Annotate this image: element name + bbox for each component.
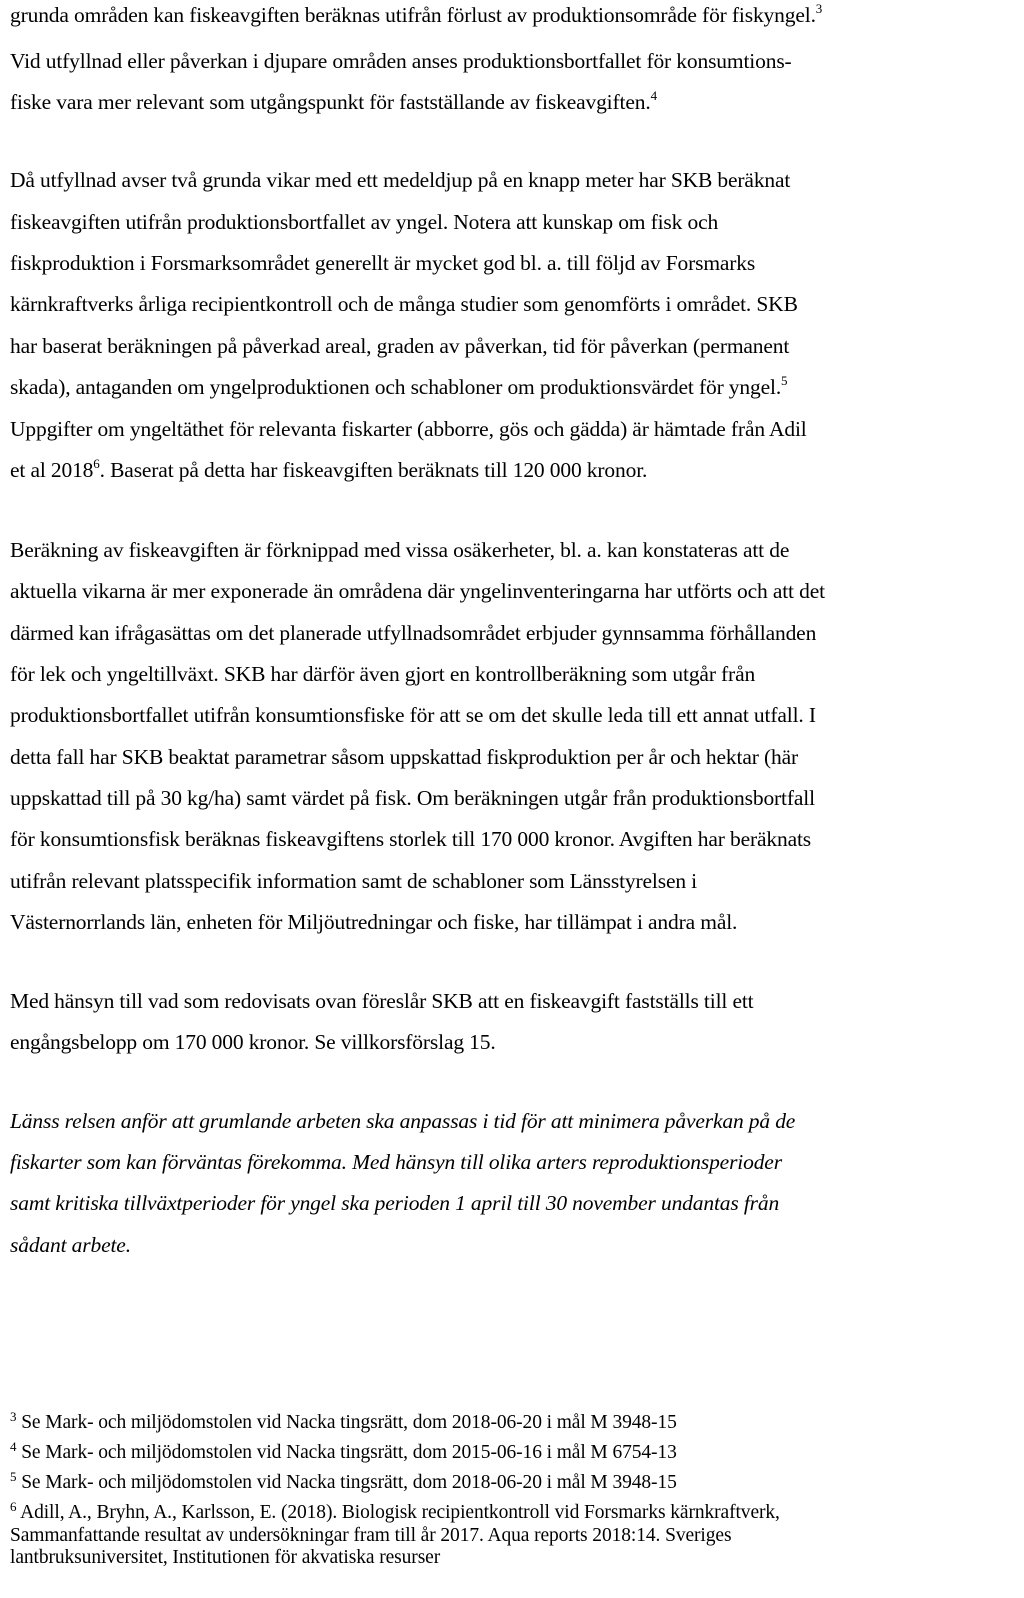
text-line: fiskproduktion i Forsmarksområdet generellt är mycket god bl. a. till följd av Forsmarks [10, 251, 756, 275]
footnote-ref: 3 [815, 1, 823, 16]
text-line: produktionsbortfallet utifrån konsumtionsfiske för att se om det skulle leda till ett annat utfall. I [10, 703, 816, 727]
text-line: uppskattad till på 30 kg/ha) samt värdet på fisk. Om beräkningen utgår från produktionsbortfall [10, 786, 815, 810]
footnote-ref: 5 [781, 373, 788, 388]
text-line: Västernorrlands län, enheten för Miljöutredningar och fiske, har tillämpat i andra mål. [10, 910, 738, 934]
footnote-ref: 6 [93, 456, 100, 471]
footnote: $^6$ Adill, A., Bryhn, A., Karlsson, E. (2018). Biologisk recipientkontroll vid Forsmarks kärnkraftverk, [10, 1499, 780, 1523]
footnote-ref: 4 [650, 88, 657, 103]
text-line: Vid utfyllnad eller påverkan i djupare områden anses produktionsbortfallet för konsumtions- [10, 49, 792, 73]
footnote-number: 6 [10, 1499, 17, 1514]
italic-text-line: sådant arbete. [10, 1233, 131, 1257]
text-line: aktuella vikarna är mer exponerade än områdena där yngelinventeringarna har utförts och att det [10, 579, 825, 603]
text-line: för konsumtionsfisk beräknas fiskeavgiftens storlek till 170 000 kronor. Avgiften har beräknats [10, 827, 811, 851]
italic-text-line: fiskarter som kan förväntas förekomma. Med hänsyn till olika arters reproduktionsperioder [10, 1150, 782, 1174]
text-line: fiskeavgiften utifrån produktionsbortfallet av yngel. Notera att kunskap om fisk och [10, 210, 719, 234]
footnote: $^5$ Se Mark- och miljödomstolen vid Nacka tingsrätt, dom 2018-06-20 i mål M 3948-15 [10, 1469, 677, 1493]
footnote-continued: Sammanfattande resultat av undersökningar fram till år 2017. Aqua reports 2018:14. Sveriges [10, 1525, 732, 1546]
text-line: har baserat beräkningen på påverkad areal, graden av påverkan, tid för påverkan (permanent [10, 334, 790, 358]
text-line: därmed kan ifrågasättas om det planerade utfyllnadsområdet erbjuder gynnsamma förhållanden [10, 621, 817, 645]
text-line: utifrån relevant platsspecifik information samt de schabloner som Länsstyrelsen i [10, 869, 697, 893]
text-line: Beräkning av fiskeavgiften är förknippad med vissa osäkerheter, bl. a. kan konstateras att de [10, 538, 790, 562]
text-line: engångsbelopp om 170 000 kronor. Se villkorsförslag 15. [10, 1030, 496, 1054]
text-line: Med hänsyn till vad som redovisats ovan föreslår SKB att en fiskeavgift fastställs till ett [10, 989, 754, 1013]
text-line: kärnkraftverks årliga recipientkontroll och de många studier som genomförts i området. SKB [10, 292, 798, 316]
text-line: grunda områden kan fiskeavgiften beräknas utifrån förlust av produktionsområde för fiskyngel.$^3$ [10, 1, 823, 27]
text-line: för lek och yngeltillväxt. SKB har därför även gjort en kontrollberäkning som utgår från [10, 662, 756, 686]
text-line: skada), antaganden om yngelproduktionen och schabloner om produktionsvärdet för yngel.$^5$ [10, 373, 788, 399]
text-line: Uppgifter om yngeltäthet för relevanta fiskarter (abborre, gös och gädda) är hämtade från Adil [10, 417, 807, 441]
footnote-number: 5 [10, 1469, 17, 1484]
text-line: detta fall har SKB beaktat parametrar såsom uppskattad fiskproduktion per år och hektar (här [10, 745, 798, 769]
text-line: et al 2018$^6$. Baserat på detta har fiskeavgiften beräknats till 120 000 kronor. [10, 456, 648, 482]
footnote-number: 3 [10, 1409, 17, 1424]
text-line: fiske vara mer relevant som utgångspunkt för fastställande av fiskeavgiften.$^4$ [10, 88, 657, 114]
text-line: Då utfyllnad avser två grunda vikar med ett medeldjup på en knapp meter har SKB beräknat [10, 168, 791, 192]
italic-text-line: Länss relsen anför att grumlande arbeten ska anpassas i tid för att minimera påverkan på de [10, 1109, 796, 1133]
footnote: $^3$ Se Mark- och miljödomstolen vid Nacka tingsrätt, dom 2018-06-20 i mål M 3948-15 [10, 1409, 677, 1433]
footnote-number: 4 [10, 1439, 17, 1454]
footnote-continued: lantbruksuniversitet, Institutionen för akvatiska resurser [10, 1547, 441, 1568]
italic-text-line: samt kritiska tillväxtperioder för yngel ska perioden 1 april till 30 november undantas från [10, 1191, 780, 1215]
footnote: $^4$ Se Mark- och miljödomstolen vid Nacka tingsrätt, dom 2015-06-16 i mål M 6754-13 [10, 1439, 677, 1463]
